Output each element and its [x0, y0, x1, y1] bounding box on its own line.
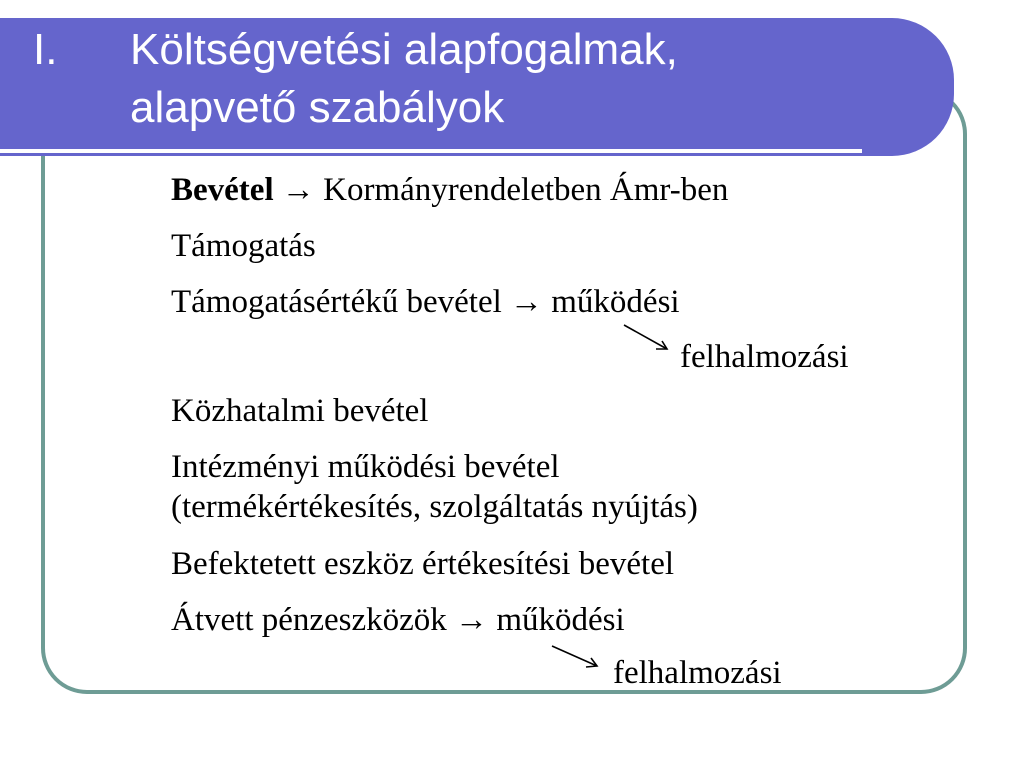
right-arrow-icon: →: [510, 284, 544, 320]
revenue-definition: Kormányrendeletben Ámr-ben: [323, 172, 729, 208]
asset-sale-line: Befektetett eszköz értékesítési bevétel: [171, 546, 675, 582]
title-line-1: Költségvetési alapfogalmak,: [130, 25, 678, 74]
institutional-line-1: Intézményi működési bevétel: [171, 449, 560, 485]
support-line: Támogatás: [171, 228, 316, 264]
right-arrow-icon: →: [281, 172, 315, 208]
support-value-line: [171, 282, 680, 322]
title-number: I.: [33, 25, 58, 74]
right-arrow-icon: →: [455, 602, 489, 638]
transferred-funds-line: [171, 600, 625, 640]
support-value-term: Támogatásértékű bevétel: [171, 284, 502, 320]
institutional-line-2: (termékértékesítés, szolgáltatás nyújtás): [171, 489, 698, 525]
revenue-line: [171, 170, 728, 210]
diagonal-arrow-icon: [622, 322, 672, 356]
transferred-funds-accumulation: felhalmozási: [613, 655, 782, 691]
public-revenue-line: Közhatalmi bevétel: [171, 393, 429, 429]
revenue-term: Bevétel: [171, 172, 274, 208]
support-value-operating: működési: [551, 284, 680, 320]
title-underline: [0, 149, 862, 153]
transferred-funds-term: Átvett pénzeszközök: [171, 602, 447, 638]
transferred-funds-operating: működési: [496, 602, 625, 638]
diagonal-arrow-icon: [550, 643, 602, 673]
support-value-accumulation: felhalmozási: [680, 339, 849, 375]
title-line-2: alapvető szabályok: [130, 83, 505, 132]
